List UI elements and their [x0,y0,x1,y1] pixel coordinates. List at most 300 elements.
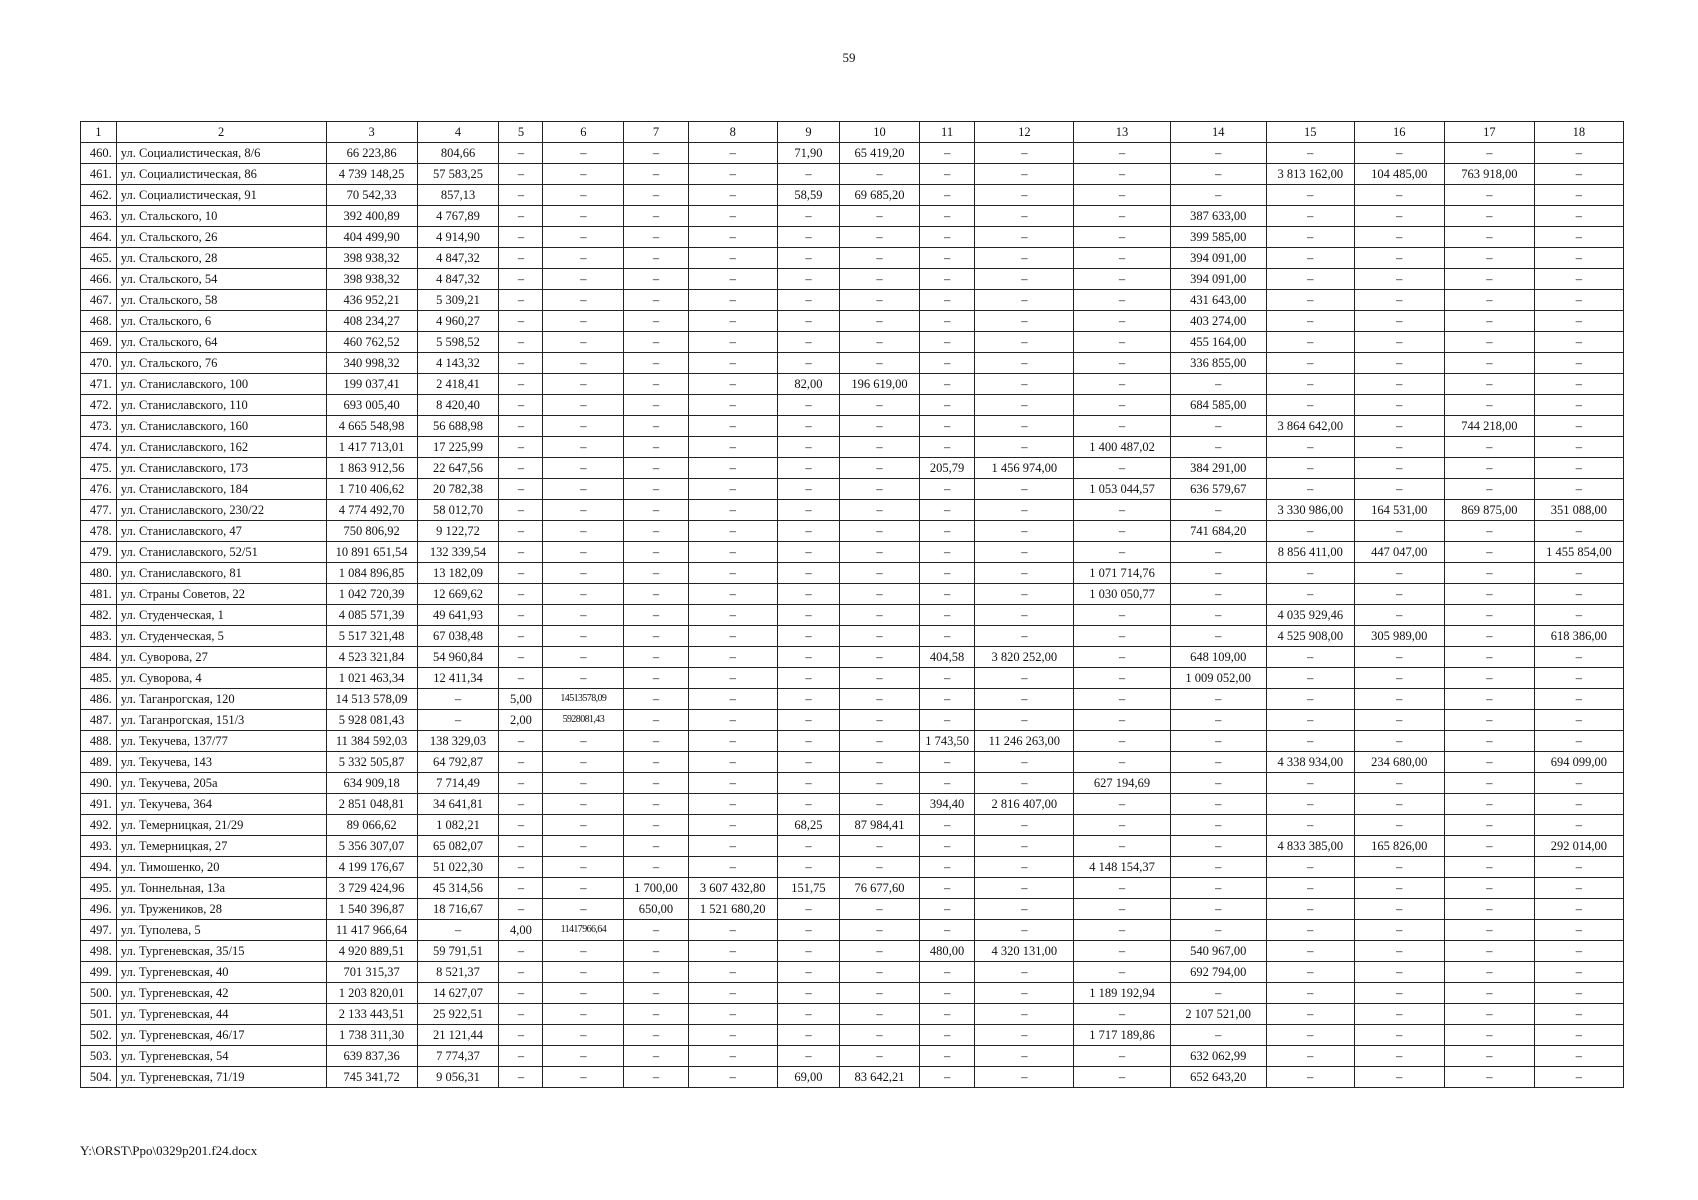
value-cell: – [499,605,543,626]
value-cell: 634 909,18 [326,773,417,794]
value-cell: – [1074,605,1170,626]
value-cell: – [1170,794,1266,815]
value-cell: – [777,731,839,752]
value-cell: – [543,332,624,353]
value-cell: – [624,563,688,584]
value-cell: – [1534,143,1623,164]
value-cell: – [919,332,974,353]
value-cell: – [688,647,777,668]
value-cell: – [840,437,920,458]
value-cell: – [975,1067,1074,1088]
value-cell: – [1354,668,1444,689]
address-cell: ул. Социалистическая, 91 [116,185,326,206]
value-cell: – [499,647,543,668]
value-cell: – [1266,647,1354,668]
address-cell: ул. Стальского, 6 [116,311,326,332]
value-cell: 5,00 [499,689,543,710]
row-number-cell: 467. [81,290,117,311]
value-cell: 4 847,32 [417,248,499,269]
value-cell: – [975,815,1074,836]
value-cell: – [777,836,839,857]
value-cell: 65 082,07 [417,836,499,857]
value-cell: – [919,605,974,626]
table-row [81,668,1624,689]
value-cell: – [919,500,974,521]
value-cell: – [1266,710,1354,731]
value-cell: 2 133 443,51 [326,1004,417,1025]
value-cell: – [688,773,777,794]
value-cell: – [919,1025,974,1046]
value-cell: 54 960,84 [417,647,499,668]
value-cell: 5 598,52 [417,332,499,353]
address-cell: ул. Тургеневская, 44 [116,1004,326,1025]
value-cell: – [1354,563,1444,584]
value-cell: – [777,563,839,584]
value-cell: 1 030 050,77 [1074,584,1170,605]
value-cell: – [1444,1004,1534,1025]
address-cell: ул. Станиславского, 47 [116,521,326,542]
register-table [80,121,1624,1088]
value-cell: – [1074,164,1170,185]
value-cell: – [543,731,624,752]
value-cell: – [1170,164,1266,185]
value-cell: – [975,374,1074,395]
table-row [81,521,1624,542]
value-cell: – [624,374,688,395]
value-cell: – [1354,290,1444,311]
value-cell: – [1074,1067,1170,1088]
value-cell: – [688,143,777,164]
value-cell: 447 047,00 [1354,542,1444,563]
value-cell: 8 521,37 [417,962,499,983]
value-cell: – [1266,374,1354,395]
value-cell: – [1170,374,1266,395]
row-number-cell: 461. [81,164,117,185]
value-cell: 750 806,92 [326,521,417,542]
value-cell: – [688,815,777,836]
value-cell: – [1266,815,1354,836]
table-row [81,710,1624,731]
value-cell: – [1534,689,1623,710]
value-cell: 1 071 714,76 [1074,563,1170,584]
value-cell: 3 820 252,00 [975,647,1074,668]
row-number-cell: 465. [81,248,117,269]
value-cell: – [1170,689,1266,710]
value-cell: 4 920 889,51 [326,941,417,962]
value-cell: – [777,710,839,731]
value-cell: 804,66 [417,143,499,164]
value-cell: – [499,311,543,332]
value-cell: – [1074,185,1170,206]
value-cell: – [1354,647,1444,668]
address-cell: ул. Станиславского, 81 [116,563,326,584]
value-cell: – [688,1067,777,1088]
value-cell: – [777,1004,839,1025]
row-number-cell: 488. [81,731,117,752]
address-cell: ул. Станиславского, 110 [116,395,326,416]
value-cell: – [1534,1004,1623,1025]
value-cell: – [688,311,777,332]
table-row [81,626,1624,647]
value-cell: 1 455 854,00 [1534,542,1623,563]
value-cell: – [840,752,920,773]
value-cell: 82,00 [777,374,839,395]
value-cell: – [624,710,688,731]
table-row [81,584,1624,605]
value-cell: – [777,500,839,521]
value-cell: 2 418,41 [417,374,499,395]
address-cell: ул. Таганрогская, 120 [116,689,326,710]
column-header: 10 [840,122,920,143]
value-cell: 104 485,00 [1354,164,1444,185]
value-cell: – [777,458,839,479]
value-cell: 12 669,62 [417,584,499,605]
table-row [81,458,1624,479]
row-number-cell: 499. [81,962,117,983]
value-cell: – [919,1046,974,1067]
column-header: 8 [688,122,777,143]
value-cell: – [624,269,688,290]
address-cell: ул. Стальского, 58 [116,290,326,311]
value-cell: – [840,227,920,248]
value-cell: – [543,416,624,437]
value-cell: – [1354,248,1444,269]
value-cell: – [975,437,1074,458]
address-cell: ул. Суворова, 4 [116,668,326,689]
row-number-cell: 477. [81,500,117,521]
value-cell: – [624,668,688,689]
value-cell: – [1354,1025,1444,1046]
value-cell: – [975,416,1074,437]
value-cell: – [919,563,974,584]
value-cell: – [1170,899,1266,920]
value-cell: – [688,563,777,584]
value-cell: – [777,332,839,353]
value-cell: – [840,311,920,332]
value-cell: 14 627,07 [417,983,499,1004]
value-cell: – [975,521,1074,542]
value-cell: – [1266,227,1354,248]
column-header: 11 [919,122,974,143]
value-cell: – [688,962,777,983]
footer-file-path: Y:\ORST\Ppo\0329p201.f24.docx [80,1143,258,1158]
value-cell: – [1266,185,1354,206]
value-cell: – [1444,626,1534,647]
value-cell: 49 641,93 [417,605,499,626]
value-cell: 4 847,32 [417,269,499,290]
value-cell: – [1074,248,1170,269]
value-cell: – [975,857,1074,878]
value-cell: – [499,332,543,353]
value-cell: – [543,941,624,962]
column-header: 7 [624,122,688,143]
value-cell: – [543,185,624,206]
value-cell: 4 665 548,98 [326,416,417,437]
value-cell: 2 851 048,81 [326,794,417,815]
value-cell: – [1266,1067,1354,1088]
value-cell: – [919,185,974,206]
value-cell: – [1534,605,1623,626]
value-cell: – [1444,1046,1534,1067]
value-cell: – [1444,668,1534,689]
value-cell: – [1266,689,1354,710]
table-row [81,311,1624,332]
value-cell: – [1170,878,1266,899]
value-cell: – [624,983,688,1004]
value-cell: – [1444,878,1534,899]
value-cell: – [688,227,777,248]
value-cell: – [1170,500,1266,521]
row-number-cell: 464. [81,227,117,248]
value-cell: – [1534,206,1623,227]
value-cell: – [624,794,688,815]
value-cell: 70 542,33 [326,185,417,206]
value-cell: – [543,164,624,185]
value-cell: – [543,878,624,899]
value-cell: – [499,752,543,773]
value-cell: – [1534,227,1623,248]
value-cell: – [1354,1046,1444,1067]
value-cell: – [417,920,499,941]
value-cell: 76 677,60 [840,878,920,899]
value-cell: 857,13 [417,185,499,206]
address-cell: ул. Туполева, 5 [116,920,326,941]
value-cell: – [1534,563,1623,584]
value-cell: – [499,962,543,983]
value-cell: 351 088,00 [1534,500,1623,521]
value-cell: – [499,1046,543,1067]
value-cell: – [624,311,688,332]
value-cell: – [1170,437,1266,458]
value-cell: – [543,1067,624,1088]
value-cell: 1 084 896,85 [326,563,417,584]
address-cell: ул. Тургеневская, 35/15 [116,941,326,962]
row-number-cell: 492. [81,815,117,836]
address-cell: ул. Текучева, 143 [116,752,326,773]
value-cell: – [1534,269,1623,290]
value-cell: 138 329,03 [417,731,499,752]
value-cell: 394 091,00 [1170,269,1266,290]
value-cell: – [777,857,839,878]
value-cell: – [1354,206,1444,227]
value-cell: 22 647,56 [417,458,499,479]
value-cell: – [1354,983,1444,1004]
value-cell: – [1444,563,1534,584]
page-number: 59 [842,50,856,65]
value-cell: – [919,374,974,395]
address-cell: ул. Тружеников, 28 [116,899,326,920]
row-number-cell: 493. [81,836,117,857]
value-cell: – [1444,395,1534,416]
value-cell: – [499,353,543,374]
value-cell: – [975,878,1074,899]
value-cell: 1 710 406,62 [326,479,417,500]
value-cell: 12 411,34 [417,668,499,689]
value-cell: 18 716,67 [417,899,499,920]
value-cell: 68,25 [777,815,839,836]
value-cell: – [777,395,839,416]
value-cell: – [1534,794,1623,815]
value-cell: – [1534,1067,1623,1088]
value-cell: 5 517 321,48 [326,626,417,647]
value-cell: 89 066,62 [326,815,417,836]
column-header: 4 [417,122,499,143]
value-cell: – [624,815,688,836]
value-cell: 399 585,00 [1170,227,1266,248]
column-header: 5 [499,122,543,143]
value-cell: – [1170,416,1266,437]
value-cell: – [1444,815,1534,836]
value-cell: – [1444,584,1534,605]
value-cell: – [777,962,839,983]
value-cell: – [499,1004,543,1025]
value-cell: – [1354,353,1444,374]
value-cell: – [777,479,839,500]
value-cell: – [499,521,543,542]
value-cell: – [543,353,624,374]
value-cell: – [1444,206,1534,227]
value-cell: – [688,794,777,815]
value-cell: 205,79 [919,458,974,479]
value-cell: – [688,248,777,269]
value-cell: 404,58 [919,647,974,668]
value-cell: – [543,269,624,290]
value-cell: – [975,248,1074,269]
value-cell: – [688,584,777,605]
value-cell: – [499,395,543,416]
value-cell: – [840,731,920,752]
address-cell: ул. Станиславского, 173 [116,458,326,479]
value-cell: – [840,794,920,815]
table-row [81,815,1624,836]
column-header: 9 [777,122,839,143]
value-cell: – [688,542,777,563]
value-cell: – [840,479,920,500]
row-number-cell: 466. [81,269,117,290]
value-cell: – [1074,710,1170,731]
value-cell: – [624,353,688,374]
value-cell: – [543,290,624,311]
value-cell: – [1534,437,1623,458]
value-cell: 392 400,89 [326,206,417,227]
value-cell: 1 717 189,86 [1074,1025,1170,1046]
value-cell: 87 984,41 [840,815,920,836]
value-cell: – [1074,731,1170,752]
value-cell: 650,00 [624,899,688,920]
address-cell: ул. Станиславского, 52/51 [116,542,326,563]
value-cell: – [777,227,839,248]
value-cell: – [688,500,777,521]
table-row [81,1004,1624,1025]
value-cell: – [624,206,688,227]
value-cell: – [1354,941,1444,962]
value-cell: 9 056,31 [417,1067,499,1088]
value-cell: – [1534,458,1623,479]
value-cell: – [499,164,543,185]
value-cell: 3 330 986,00 [1266,500,1354,521]
value-cell: – [543,605,624,626]
value-cell: 3 607 432,80 [688,878,777,899]
value-cell: – [975,605,1074,626]
value-cell: – [1170,605,1266,626]
value-cell: 8 856 411,00 [1266,542,1354,563]
value-cell: – [975,353,1074,374]
value-cell: – [499,185,543,206]
value-cell: – [624,857,688,878]
value-cell: – [1354,227,1444,248]
value-cell: – [688,353,777,374]
table-row [81,941,1624,962]
value-cell: – [1170,563,1266,584]
value-cell: – [975,1025,1074,1046]
row-number-cell: 482. [81,605,117,626]
address-cell: ул. Тургеневская, 46/17 [116,1025,326,1046]
value-cell: – [624,332,688,353]
value-cell: – [840,332,920,353]
value-cell: – [499,248,543,269]
value-cell: – [1444,248,1534,269]
value-cell: – [1444,752,1534,773]
value-cell: 64 792,87 [417,752,499,773]
value-cell: – [1266,143,1354,164]
value-cell: – [1534,416,1623,437]
value-cell: – [624,437,688,458]
value-cell: – [840,395,920,416]
value-cell: – [919,584,974,605]
value-cell: – [688,689,777,710]
table-row [81,416,1624,437]
row-number-cell: 498. [81,941,117,962]
value-cell: – [688,521,777,542]
value-cell: 701 315,37 [326,962,417,983]
value-cell: 4,00 [499,920,543,941]
value-cell: – [1170,983,1266,1004]
value-cell: – [1354,185,1444,206]
value-cell: – [688,857,777,878]
value-cell: 2 107 521,00 [1170,1004,1266,1025]
value-cell: – [1170,857,1266,878]
value-cell: – [1354,395,1444,416]
value-cell: – [777,206,839,227]
value-cell: – [624,290,688,311]
value-cell: 59 791,51 [417,941,499,962]
table-row [81,143,1624,164]
value-cell: 13 182,09 [417,563,499,584]
value-cell: 3 813 162,00 [1266,164,1354,185]
row-number-cell: 495. [81,878,117,899]
value-cell: – [499,815,543,836]
value-cell: – [1354,731,1444,752]
value-cell: – [1266,248,1354,269]
row-number-cell: 469. [81,332,117,353]
value-cell: – [1444,794,1534,815]
value-cell: 1 743,50 [919,731,974,752]
value-cell: – [624,941,688,962]
value-cell: 4 767,89 [417,206,499,227]
value-cell: – [1444,332,1534,353]
value-cell: – [1074,395,1170,416]
value-cell: – [840,962,920,983]
value-cell: – [1170,185,1266,206]
value-cell: – [624,1046,688,1067]
value-cell: – [1444,941,1534,962]
value-cell: 1 863 912,56 [326,458,417,479]
table-row [81,500,1624,521]
column-header: 2 [116,122,326,143]
value-cell: – [1074,941,1170,962]
value-cell: – [1534,962,1623,983]
value-cell: – [777,983,839,1004]
